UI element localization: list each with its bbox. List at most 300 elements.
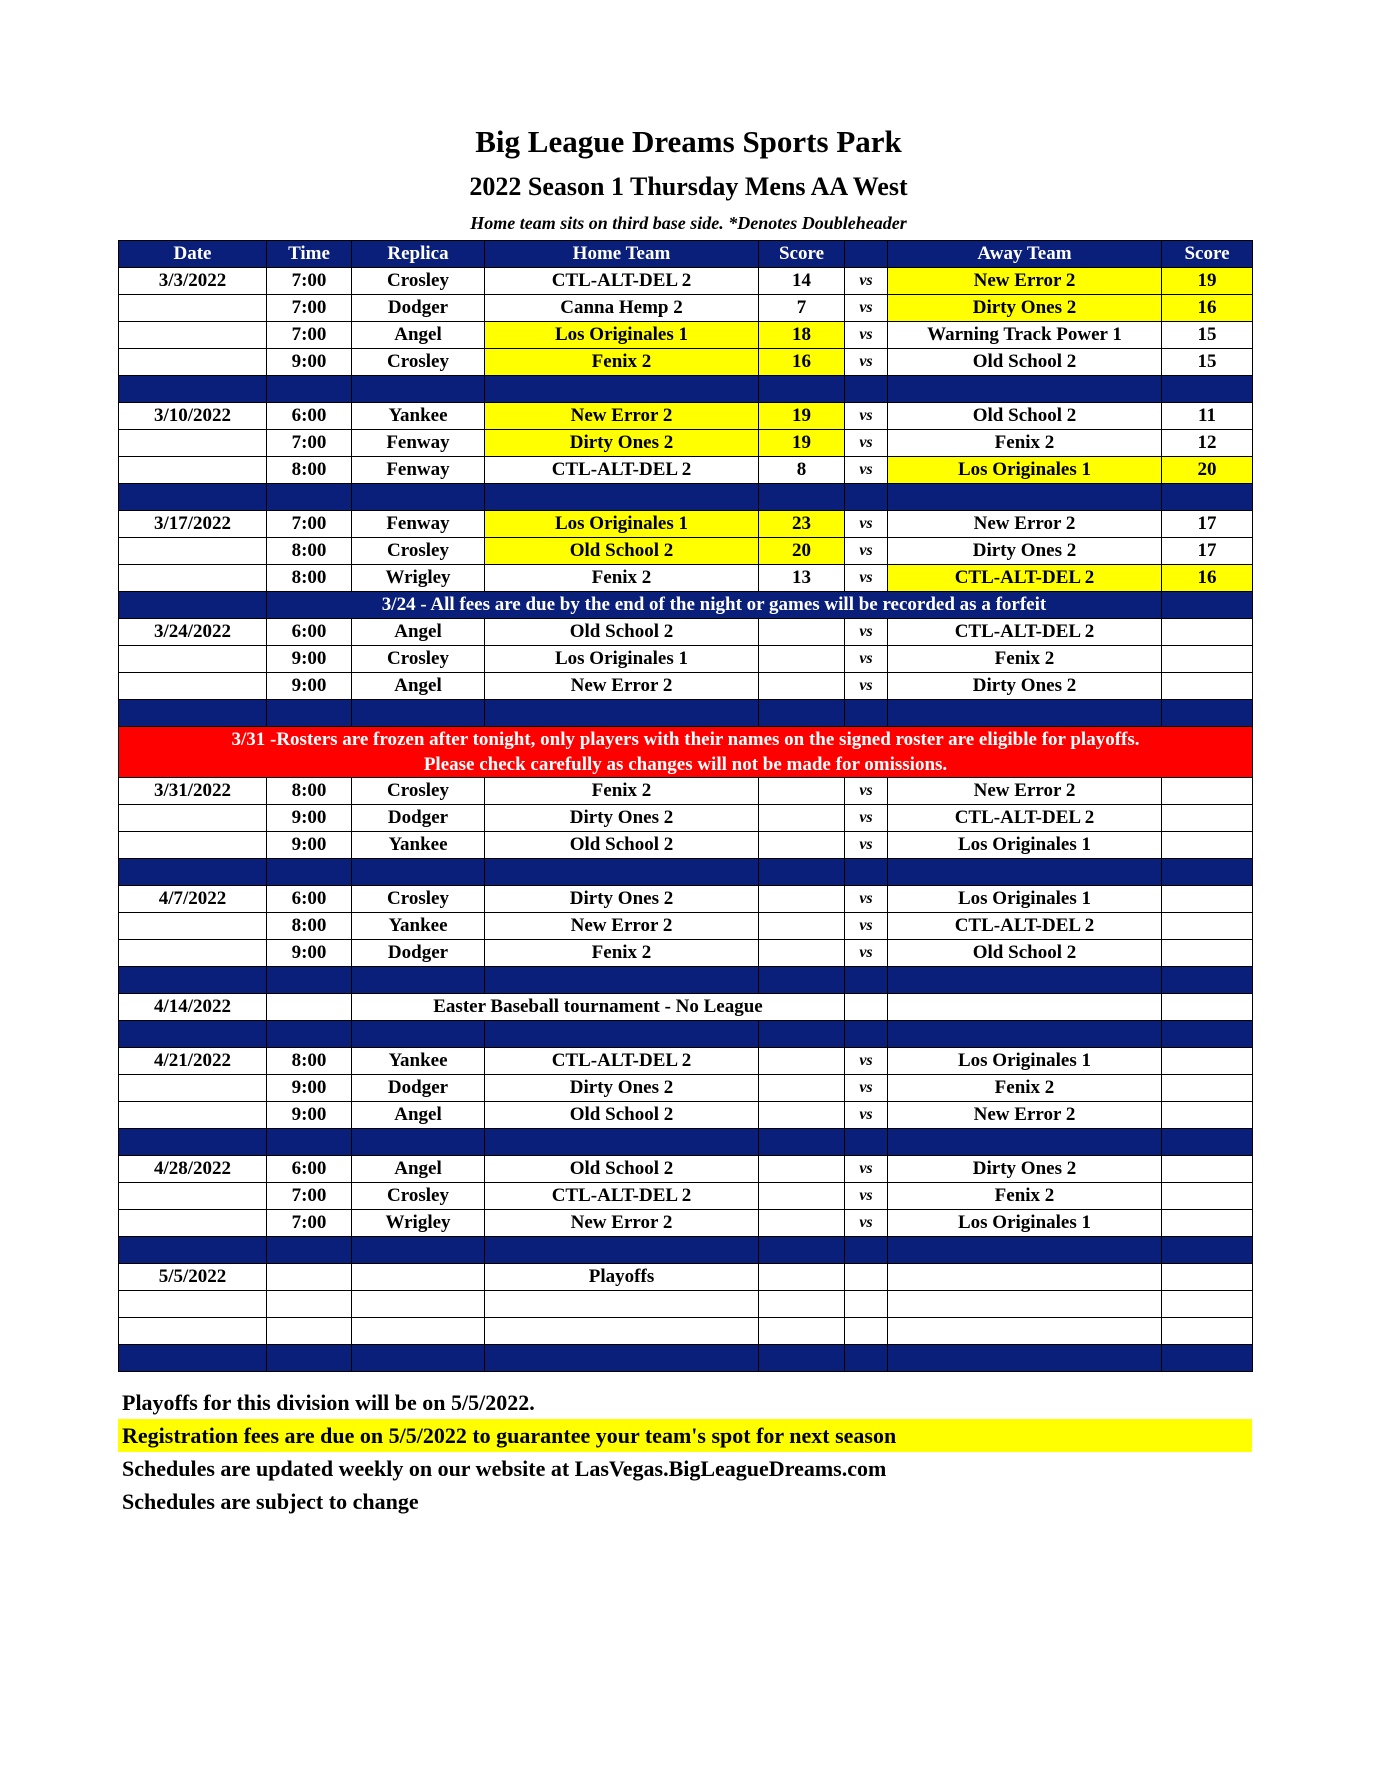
separator-cell (1162, 1237, 1253, 1264)
table-row (119, 1318, 1253, 1345)
replica-cell: Crosley (352, 349, 485, 376)
notice-row (119, 592, 1253, 619)
table-row (119, 1048, 1253, 1075)
time-cell: 7:00 (267, 430, 352, 457)
away-score-cell (1162, 1318, 1253, 1345)
home-score-cell (759, 1210, 845, 1237)
separator-cell (759, 376, 845, 403)
home-team-cell: Playoffs (485, 1264, 759, 1291)
separator-row (119, 967, 1253, 994)
replica-cell: Dodger (352, 805, 485, 832)
replica-cell: Fenway (352, 430, 485, 457)
home-score-cell: 19 (759, 430, 845, 457)
separator-cell (119, 1345, 267, 1372)
date-cell (119, 646, 267, 673)
replica-cell (352, 1264, 485, 1291)
date-cell (119, 349, 267, 376)
vs-cell: vs (845, 565, 888, 592)
replica-cell: Crosley (352, 778, 485, 805)
date-cell (119, 1291, 267, 1318)
footer-line: Schedules are subject to change (122, 1489, 419, 1514)
separator-cell (1162, 700, 1253, 727)
home-score-cell (759, 940, 845, 967)
separator-cell (845, 484, 888, 511)
home-score-cell: 18 (759, 322, 845, 349)
column-header-home-score: Score (759, 241, 845, 268)
table-row (119, 832, 1253, 859)
time-cell: 9:00 (267, 832, 352, 859)
separator-cell (352, 859, 485, 886)
time-cell: 9:00 (267, 646, 352, 673)
home-team-cell: CTL-ALT-DEL 2 (485, 268, 759, 295)
notice-spacer-cell (119, 592, 267, 619)
away-team-cell: Old School 2 (888, 940, 1162, 967)
time-cell (267, 1264, 352, 1291)
table-row (119, 1075, 1253, 1102)
away-team-cell: Dirty Ones 2 (888, 538, 1162, 565)
separator-cell (267, 1129, 352, 1156)
date-cell: 4/14/2022 (119, 994, 267, 1021)
vs-cell: vs (845, 1156, 888, 1183)
separator-cell (485, 1345, 759, 1372)
time-cell: 7:00 (267, 268, 352, 295)
footer-notes (118, 1386, 1252, 1518)
separator-cell (485, 859, 759, 886)
away-team-cell: Los Originales 1 (888, 886, 1162, 913)
away-score-cell (1162, 940, 1253, 967)
home-score-cell (759, 673, 845, 700)
vs-cell (845, 1264, 888, 1291)
vs-cell: vs (845, 805, 888, 832)
time-cell: 6:00 (267, 1156, 352, 1183)
home-team-cell: Dirty Ones 2 (485, 430, 759, 457)
away-score-cell (1162, 673, 1253, 700)
table-row (119, 778, 1253, 805)
separator-cell (1162, 484, 1253, 511)
table-row (119, 538, 1253, 565)
home-team-cell: CTL-ALT-DEL 2 (485, 1048, 759, 1075)
separator-cell (119, 1237, 267, 1264)
date-cell: 3/3/2022 (119, 268, 267, 295)
home-score-cell (759, 1264, 845, 1291)
footer-line: Registration fees are due on 5/5/2022 to guarantee your team's spot for next season (118, 1419, 1252, 1452)
time-cell: 9:00 (267, 1102, 352, 1129)
separator-row (119, 484, 1253, 511)
separator-cell (119, 967, 267, 994)
time-cell: 6:00 (267, 886, 352, 913)
schedule-table-container (118, 240, 1252, 1372)
separator-cell (352, 1237, 485, 1264)
separator-cell (888, 967, 1162, 994)
home-score-cell (759, 1102, 845, 1129)
separator-row (119, 1129, 1253, 1156)
time-cell: 9:00 (267, 940, 352, 967)
date-cell (119, 913, 267, 940)
date-cell: 3/24/2022 (119, 619, 267, 646)
away-score-cell (1162, 1075, 1253, 1102)
away-team-cell: Dirty Ones 2 (888, 295, 1162, 322)
footer-line: Playoffs for this division will be on 5/5/2022. (122, 1390, 535, 1415)
separator-cell (119, 376, 267, 403)
away-score-cell (1162, 1156, 1253, 1183)
separator-cell (352, 1021, 485, 1048)
home-team-cell: Fenix 2 (485, 565, 759, 592)
home-team-cell: Dirty Ones 2 (485, 886, 759, 913)
date-cell (119, 322, 267, 349)
separator-cell (352, 700, 485, 727)
fees-notice: 3/24 - All fees are due by the end of the night or games will be recorded as a forfeit (267, 592, 1162, 619)
away-team-cell: Los Originales 1 (888, 457, 1162, 484)
roster-notice-line-1: 3/31 -Rosters are frozen after tonight, only players with their names on the signed roster are eligible for playoffs. (231, 729, 1140, 750)
separator-cell (759, 700, 845, 727)
away-score-cell: 16 (1162, 295, 1253, 322)
separator-cell (1162, 1345, 1253, 1372)
home-score-cell (759, 1048, 845, 1075)
separator-cell (845, 967, 888, 994)
vs-cell: vs (845, 538, 888, 565)
away-score-cell: 12 (1162, 430, 1253, 457)
separator-cell (267, 1021, 352, 1048)
away-team-cell: Los Originales 1 (888, 832, 1162, 859)
replica-cell: Crosley (352, 538, 485, 565)
away-score-cell (1162, 646, 1253, 673)
time-cell: 8:00 (267, 538, 352, 565)
replica-cell: Angel (352, 673, 485, 700)
away-team-cell: New Error 2 (888, 1102, 1162, 1129)
replica-cell: Yankee (352, 1048, 485, 1075)
vs-cell: vs (845, 1075, 888, 1102)
separator-cell (485, 700, 759, 727)
replica-cell: Crosley (352, 646, 485, 673)
separator-cell (845, 1237, 888, 1264)
away-score-cell (1162, 994, 1253, 1021)
away-team-cell: Fenix 2 (888, 430, 1162, 457)
separator-cell (845, 1129, 888, 1156)
replica-cell: Wrigley (352, 565, 485, 592)
away-score-cell (1162, 1048, 1253, 1075)
separator-cell (485, 967, 759, 994)
separator-cell (267, 967, 352, 994)
home-score-cell: 20 (759, 538, 845, 565)
replica-cell: Angel (352, 322, 485, 349)
separator-cell (267, 700, 352, 727)
vs-cell: vs (845, 268, 888, 295)
vs-cell: vs (845, 940, 888, 967)
home-score-cell (759, 805, 845, 832)
table-row (119, 619, 1253, 646)
replica-cell: Yankee (352, 403, 485, 430)
vs-cell: vs (845, 619, 888, 646)
away-score-cell (1162, 1264, 1253, 1291)
separator-cell (1162, 859, 1253, 886)
separator-cell (485, 484, 759, 511)
away-team-cell: CTL-ALT-DEL 2 (888, 913, 1162, 940)
away-team-cell: Fenix 2 (888, 646, 1162, 673)
time-cell: 7:00 (267, 295, 352, 322)
table-row (119, 349, 1253, 376)
separator-cell (888, 859, 1162, 886)
separator-cell (1162, 376, 1253, 403)
away-score-cell (1162, 886, 1253, 913)
seating-note: Home team sits on third base side. *Denotes Doubleheader (470, 213, 907, 233)
home-score-cell (759, 1156, 845, 1183)
away-score-cell (1162, 619, 1253, 646)
date-cell: 4/7/2022 (119, 886, 267, 913)
separator-row (119, 1021, 1253, 1048)
replica-cell: Angel (352, 1156, 485, 1183)
time-cell: 6:00 (267, 619, 352, 646)
away-score-cell (1162, 805, 1253, 832)
date-cell (119, 673, 267, 700)
vs-cell: vs (845, 673, 888, 700)
away-team-cell: Warning Track Power 1 (888, 322, 1162, 349)
away-score-cell (1162, 1210, 1253, 1237)
home-score-cell: 8 (759, 457, 845, 484)
separator-cell (119, 484, 267, 511)
roster-notice (119, 727, 1253, 778)
vs-cell: vs (845, 913, 888, 940)
vs-cell: vs (845, 349, 888, 376)
table-row (119, 403, 1253, 430)
away-team-cell: Fenix 2 (888, 1183, 1162, 1210)
away-score-cell: 16 (1162, 565, 1253, 592)
home-score-cell (759, 1075, 845, 1102)
no-league-note: Easter Baseball tournament - No League (352, 994, 845, 1021)
separator-cell (267, 1237, 352, 1264)
replica-cell: Crosley (352, 886, 485, 913)
table-row (119, 1264, 1253, 1291)
home-team-cell: CTL-ALT-DEL 2 (485, 1183, 759, 1210)
date-cell: 4/28/2022 (119, 1156, 267, 1183)
separator-cell (485, 1129, 759, 1156)
table-row (119, 430, 1253, 457)
away-team-cell: New Error 2 (888, 268, 1162, 295)
table-row (119, 913, 1253, 940)
vs-cell: vs (845, 322, 888, 349)
away-score-cell: 15 (1162, 349, 1253, 376)
away-score-cell (1162, 1102, 1253, 1129)
separator-cell (888, 700, 1162, 727)
vs-cell: vs (845, 511, 888, 538)
home-team-cell: Old School 2 (485, 538, 759, 565)
time-cell: 6:00 (267, 403, 352, 430)
roster-notice-row (119, 727, 1253, 778)
separator-cell (1162, 1021, 1253, 1048)
home-team-cell: New Error 2 (485, 403, 759, 430)
home-team-cell: Canna Hemp 2 (485, 295, 759, 322)
table-row (119, 295, 1253, 322)
home-score-cell (759, 1318, 845, 1345)
schedule-table (118, 240, 1253, 1372)
date-cell: 3/31/2022 (119, 778, 267, 805)
separator-cell (759, 1129, 845, 1156)
time-cell: 7:00 (267, 1183, 352, 1210)
table-row (119, 565, 1253, 592)
time-cell: 9:00 (267, 1075, 352, 1102)
away-team-cell: Los Originales 1 (888, 1048, 1162, 1075)
separator-cell (352, 376, 485, 403)
vs-cell: vs (845, 1102, 888, 1129)
separator-cell (888, 1021, 1162, 1048)
time-cell: 7:00 (267, 322, 352, 349)
home-team-cell: Old School 2 (485, 1156, 759, 1183)
table-row (119, 886, 1253, 913)
time-cell (267, 1291, 352, 1318)
table-row (119, 805, 1253, 832)
separator-row (119, 1237, 1253, 1264)
table-row (119, 511, 1253, 538)
away-score-cell: 15 (1162, 322, 1253, 349)
vs-cell (845, 1291, 888, 1318)
separator-cell (119, 1129, 267, 1156)
separator-row (119, 700, 1253, 727)
separator-row (119, 1345, 1253, 1372)
replica-cell (352, 1291, 485, 1318)
separator-row (119, 376, 1253, 403)
vs-cell: vs (845, 646, 888, 673)
separator-cell (845, 859, 888, 886)
time-cell: 7:00 (267, 1210, 352, 1237)
table-row (119, 457, 1253, 484)
home-score-cell (759, 832, 845, 859)
table-header-row (119, 241, 1253, 268)
separator-cell (845, 700, 888, 727)
date-cell (119, 538, 267, 565)
separator-cell (119, 859, 267, 886)
replica-cell: Dodger (352, 1075, 485, 1102)
separator-cell (119, 1021, 267, 1048)
table-row (119, 1291, 1253, 1318)
home-team-cell: Los Originales 1 (485, 646, 759, 673)
replica-cell (352, 1318, 485, 1345)
away-score-cell: 11 (1162, 403, 1253, 430)
home-team-cell: Los Originales 1 (485, 322, 759, 349)
separator-cell (267, 1345, 352, 1372)
table-row (119, 322, 1253, 349)
separator-cell (888, 484, 1162, 511)
away-team-cell: Dirty Ones 2 (888, 673, 1162, 700)
column-header-away-score: Score (1162, 241, 1253, 268)
notice-spacer-cell (1162, 592, 1253, 619)
away-team-cell (888, 994, 1162, 1021)
home-score-cell (759, 619, 845, 646)
column-header-replica: Replica (352, 241, 485, 268)
vs-cell: vs (845, 886, 888, 913)
time-cell (267, 994, 352, 1021)
separator-cell (759, 1021, 845, 1048)
home-score-cell: 23 (759, 511, 845, 538)
away-score-cell: 20 (1162, 457, 1253, 484)
time-cell: 9:00 (267, 805, 352, 832)
column-header-home-team: Home Team (485, 241, 759, 268)
replica-cell: Crosley (352, 1183, 485, 1210)
vs-cell (845, 1318, 888, 1345)
column-header-vs (845, 241, 888, 268)
home-score-cell (759, 913, 845, 940)
date-cell (119, 457, 267, 484)
away-team-cell: Old School 2 (888, 349, 1162, 376)
date-cell (119, 1318, 267, 1345)
time-cell: 9:00 (267, 673, 352, 700)
separator-cell (759, 967, 845, 994)
replica-cell: Yankee (352, 832, 485, 859)
separator-cell (119, 700, 267, 727)
separator-cell (845, 1345, 888, 1372)
home-score-cell: 13 (759, 565, 845, 592)
date-cell: 5/5/2022 (119, 1264, 267, 1291)
schedule-body (119, 268, 1253, 1372)
separator-cell (759, 1237, 845, 1264)
separator-cell (485, 376, 759, 403)
time-cell: 8:00 (267, 778, 352, 805)
separator-cell (888, 1237, 1162, 1264)
time-cell (267, 1318, 352, 1345)
replica-cell: Fenway (352, 511, 485, 538)
table-row (119, 268, 1253, 295)
away-score-cell: 17 (1162, 511, 1253, 538)
home-team-cell: Los Originales 1 (485, 511, 759, 538)
home-score-cell: 14 (759, 268, 845, 295)
home-score-cell: 16 (759, 349, 845, 376)
separator-cell (1162, 1129, 1253, 1156)
away-team-cell (888, 1291, 1162, 1318)
replica-cell: Angel (352, 1102, 485, 1129)
date-cell (119, 805, 267, 832)
away-team-cell: Old School 2 (888, 403, 1162, 430)
home-team-cell: New Error 2 (485, 913, 759, 940)
vs-cell: vs (845, 295, 888, 322)
vs-cell: vs (845, 832, 888, 859)
replica-cell: Dodger (352, 940, 485, 967)
table-row (119, 1183, 1253, 1210)
page-title: Big League Dreams Sports Park (475, 124, 902, 159)
home-team-cell: New Error 2 (485, 673, 759, 700)
away-score-cell: 19 (1162, 268, 1253, 295)
vs-cell: vs (845, 1048, 888, 1075)
table-row (119, 1156, 1253, 1183)
vs-cell (845, 994, 888, 1021)
home-team-cell: Fenix 2 (485, 940, 759, 967)
home-team-cell: Dirty Ones 2 (485, 805, 759, 832)
home-team-cell: Fenix 2 (485, 778, 759, 805)
time-cell: 8:00 (267, 457, 352, 484)
date-cell (119, 565, 267, 592)
away-team-cell (888, 1318, 1162, 1345)
away-team-cell: New Error 2 (888, 778, 1162, 805)
table-row (119, 673, 1253, 700)
time-cell: 8:00 (267, 913, 352, 940)
vs-cell: vs (845, 1210, 888, 1237)
separator-cell (1162, 967, 1253, 994)
home-score-cell (759, 778, 845, 805)
home-score-cell: 7 (759, 295, 845, 322)
away-score-cell (1162, 1183, 1253, 1210)
home-score-cell (759, 646, 845, 673)
replica-cell: Yankee (352, 913, 485, 940)
separator-cell (485, 1021, 759, 1048)
separator-cell (267, 859, 352, 886)
away-team-cell: CTL-ALT-DEL 2 (888, 565, 1162, 592)
separator-cell (759, 859, 845, 886)
home-score-cell (759, 1183, 845, 1210)
away-score-cell (1162, 778, 1253, 805)
vs-cell: vs (845, 457, 888, 484)
date-cell (119, 1210, 267, 1237)
away-team-cell: CTL-ALT-DEL 2 (888, 805, 1162, 832)
vs-cell: vs (845, 1183, 888, 1210)
date-cell (119, 295, 267, 322)
table-row (119, 940, 1253, 967)
